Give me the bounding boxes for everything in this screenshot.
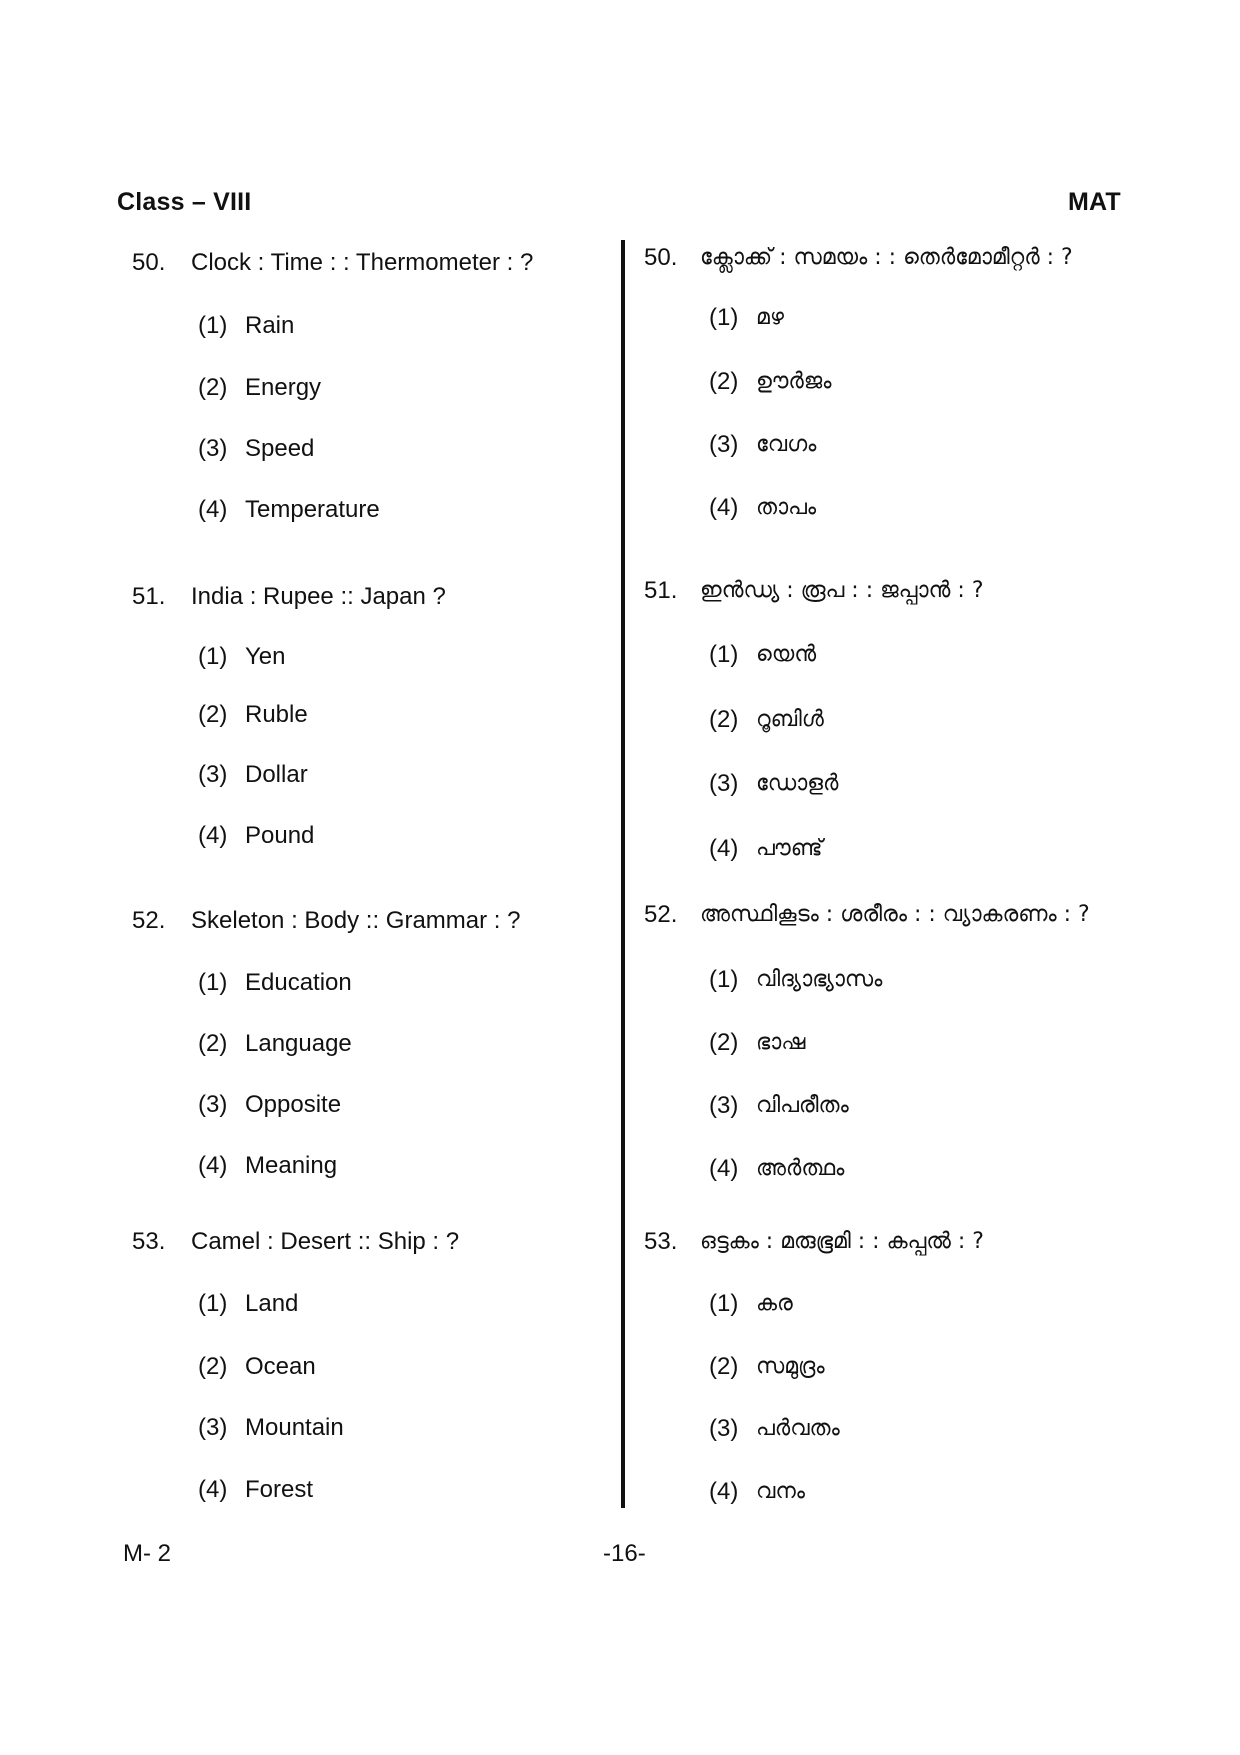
option-number: (3) [198, 1414, 228, 1441]
option-text: Ruble [245, 701, 308, 728]
option-number: (3) [709, 1092, 739, 1119]
question-number: 50. [132, 249, 166, 276]
option-text: Energy [245, 374, 322, 401]
question-text: അസ്ഥികൂടം : ശരീരം : : വ്യാകരണം : ? [700, 902, 1090, 927]
option-text: Rain [245, 312, 295, 339]
option-text: Speed [245, 435, 315, 462]
option-text: വിപരീതം [756, 1093, 849, 1118]
option-number: (2) [709, 1029, 739, 1056]
option-text: Forest [245, 1476, 314, 1503]
option-text: Opposite [245, 1091, 342, 1118]
option-text: റൂബിൾ [756, 707, 824, 732]
question-text: Camel : Desert :: Ship : ? [191, 1228, 460, 1255]
option-text: യെൻ [756, 642, 817, 667]
column-divider [621, 240, 625, 1508]
option-number: (3) [198, 1091, 228, 1118]
option-text: മഴ [756, 305, 784, 330]
option-number: (1) [709, 641, 739, 668]
option-text: Temperature [245, 496, 380, 523]
option-number: (3) [198, 761, 228, 788]
option-text: Dollar [245, 761, 308, 788]
question-number: 51. [132, 583, 166, 610]
option-number: (2) [709, 706, 739, 733]
option-text: വിദ്യാഭ്യാസം [756, 967, 883, 992]
question-text: ഒട്ടകം : മരുഭൂമി : : കപ്പൽ : ? [700, 1229, 984, 1254]
option-number: (2) [198, 1353, 228, 1380]
question-number: 52. [644, 901, 678, 928]
option-text: Pound [245, 822, 315, 849]
option-number: (4) [709, 835, 739, 862]
question-number: 50. [644, 244, 678, 271]
question-text: ഇൻഡ്യ : രൂപ : : ജപ്പാൻ : ? [700, 578, 984, 603]
option-number: (2) [198, 701, 228, 728]
option-text: ഭാഷ [756, 1030, 806, 1055]
option-number: (2) [709, 368, 739, 395]
option-text: അർത്ഥം [756, 1156, 845, 1181]
option-number: (3) [709, 431, 739, 458]
option-number: (2) [709, 1353, 739, 1380]
option-number: (1) [709, 966, 739, 993]
option-number: (1) [198, 1290, 228, 1317]
option-text: Meaning [245, 1152, 338, 1179]
booklet-code: M- 2 [123, 1540, 171, 1567]
option-text: വനം [756, 1479, 805, 1504]
question-number: 51. [644, 577, 678, 604]
option-number: (4) [709, 1155, 739, 1182]
option-text: Mountain [245, 1414, 344, 1441]
option-number: (4) [198, 822, 228, 849]
option-text: Ocean [245, 1353, 316, 1380]
option-text: സമുദ്രം [756, 1354, 825, 1379]
option-number: (1) [198, 312, 228, 339]
option-number: (3) [198, 435, 228, 462]
option-number: (4) [198, 1476, 228, 1503]
option-number: (1) [709, 304, 739, 331]
option-number: (2) [198, 374, 228, 401]
option-text: ഊർജം [756, 369, 832, 394]
option-text: ഡോളർ [756, 771, 839, 796]
option-text: Language [245, 1030, 352, 1057]
question-text: ക്ലോക്ക് : സമയം : : തെർമോമീറ്റർ : ? [700, 245, 1073, 270]
option-text: പൗണ്ട് [756, 836, 823, 861]
option-number: (4) [709, 494, 739, 521]
subject-label: MAT [1068, 188, 1121, 216]
option-number: (3) [709, 1415, 739, 1442]
option-text: താപം [756, 495, 817, 520]
option-text: വേഗം [756, 432, 817, 457]
class-label: Class – VIII [117, 188, 252, 216]
question-text: Clock : Time : : Thermometer : ? [191, 249, 534, 276]
option-number: (4) [198, 1152, 228, 1179]
option-number: (2) [198, 1030, 228, 1057]
question-number: 53. [132, 1228, 166, 1255]
option-text: പർവതം [756, 1416, 840, 1441]
question-number: 53. [644, 1228, 678, 1255]
page-number: -16- [603, 1540, 646, 1567]
option-text: കര [756, 1291, 793, 1316]
question-text: India : Rupee :: Japan ? [191, 583, 446, 610]
option-number: (1) [198, 969, 228, 996]
question-number: 52. [132, 907, 166, 934]
option-text: Yen [245, 643, 286, 670]
question-text: Skeleton : Body :: Grammar : ? [191, 907, 521, 934]
option-number: (1) [709, 1290, 739, 1317]
option-number: (4) [198, 496, 228, 523]
option-number: (3) [709, 770, 739, 797]
option-text: Land [245, 1290, 299, 1317]
option-text: Education [245, 969, 352, 996]
option-number: (4) [709, 1478, 739, 1505]
option-number: (1) [198, 643, 228, 670]
